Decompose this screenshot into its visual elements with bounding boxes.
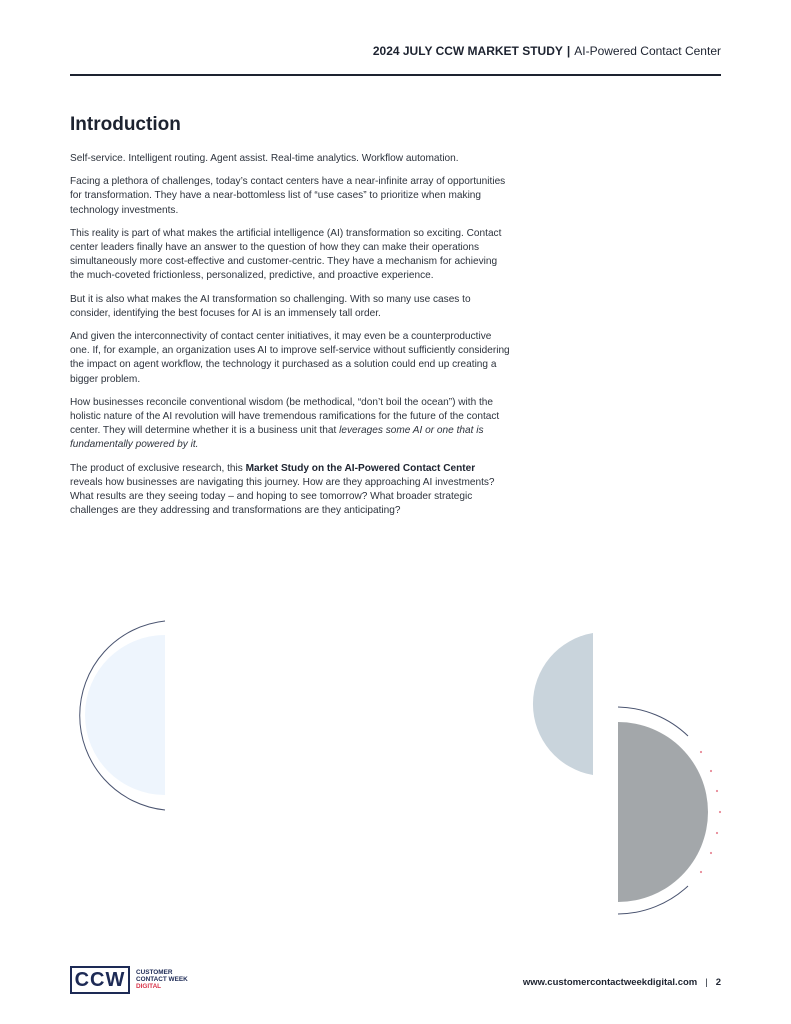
paragraph-1: Self-service. Intelligent routing. Agent assist. Real-time analytics. Workflow automation. (70, 153, 459, 164)
logo-line-3: DIGITAL (136, 983, 162, 991)
paragraph-6-italic: leverages some AI or one that is fundamentally powered by it. (70, 425, 484, 451)
header-subject: AI-Powered Contact Center (574, 44, 721, 58)
paragraph-7-bold: Market Study on the AI-Powered Contact Center (245, 462, 476, 474)
footer-url[interactable]: www.customercontactweekdigital.com (522, 977, 698, 988)
ccw-logo (70, 966, 230, 998)
slate-half-circle (533, 633, 593, 775)
footer-separator: | (705, 977, 708, 988)
header-study: 2024 JULY CCW MARKET STUDY (372, 44, 563, 58)
paragraph-6-text: How businesses reconcile conventional wisdom (be methodical, “don’t boil the ocean”) with the holistic nature of the AI revolution will have tremendous ramifications for the future of the contact center. They will determine whether it is a business unit that (70, 396, 500, 437)
page-footer (523, 977, 721, 988)
logo-wordmark (136, 969, 188, 991)
header-separator: | (566, 44, 571, 58)
logo-mark: CCW (70, 966, 130, 994)
gray-half-circle (618, 722, 708, 902)
paragraph-7-end: reveals how businesses are navigating this journey. How are they approaching AI investments? What results are they seeing today – and hoping to see tomorrow? What broader strategic challenges are they addressing and transformations are they anticipating? (70, 476, 495, 517)
paragraph-3: This reality is part of what makes the artificial intelligence (AI) transformation so exciting. Contact center leaders finally have an answer to the question of how they can make their operations simultaneously more cost-effective and customer-centric. They have a mechanism for achieving the much-coveted frictionless, personalized, predictive, and proactive experience. (70, 227, 502, 282)
logo-line-1: CUSTOMER (136, 969, 173, 976)
page-title: Introduction (70, 114, 181, 135)
paragraph-5: And given the interconnectivity of contact center initiatives, it may even be a counterproductive one. If, for example, an organization uses AI to improve self-service without sufficiently considering the impact on agent workflow, the technology it purchased as a solution could end up creating a bigger problem. (70, 331, 510, 385)
page-number: 2 (715, 977, 721, 988)
paragraph-7-text: The product of exclusive research, this (70, 462, 246, 474)
paragraph-4: But it is also what makes the AI transformation so challenging. With so many use cases to consider, identifying the best focuses for AI is an immensely tall order. (70, 293, 471, 319)
paragraph-2: Facing a plethora of challenges, today’s contact centers have a near-infinite array of opportunities for transformation. They have a near-bottomless list of “use cases” to prioritize when making technology investments. (70, 176, 506, 216)
logo-line-2: CONTACT WEEK (136, 976, 188, 984)
